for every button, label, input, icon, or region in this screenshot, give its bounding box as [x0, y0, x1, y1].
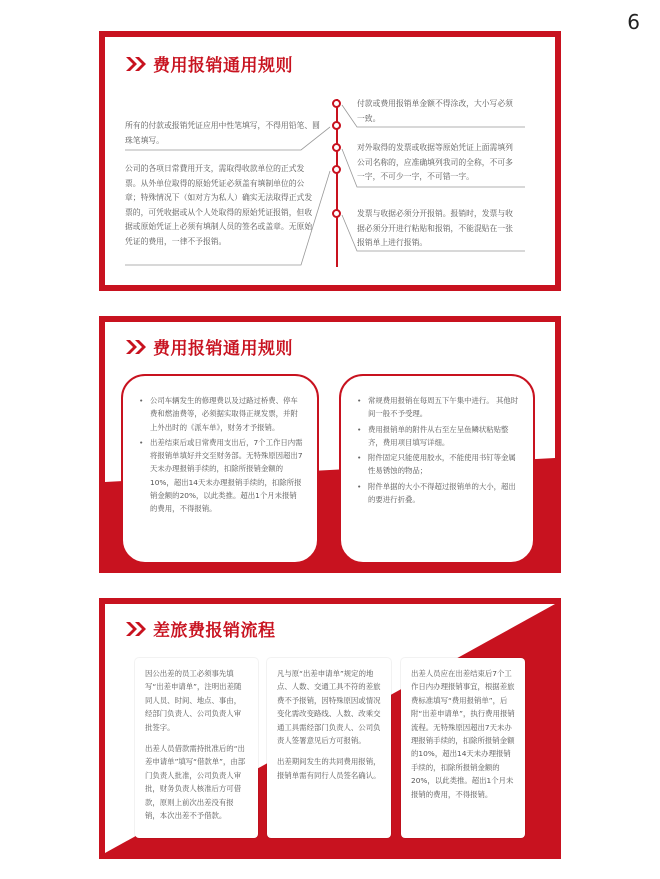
list-item: • 费用报销单的附件从右至左呈鱼鳞状粘贴整齐，费用项目填写详细。 [357, 423, 519, 450]
slide-heading [125, 616, 276, 641]
process-card-1 [135, 658, 258, 838]
slide-body [105, 37, 555, 285]
card-paragraph: 因公出差的员工必须事先填写“出差申请单”，注明出差随同人员、时间、地点、事由，经部门负责人、公司负责人审批签字。 [145, 669, 242, 732]
card-paragraph: 出差人员应在出差结束后7个工作日内办理报销事宜，根据差旅费标准填写“费用报销单”，后附“出差申请单”，执行费用报销流程。无特殊原因超出7天未办理报销手续的，扣除所报销金额的10%，超出14天未办理报销手续的，扣除所报销金额的20%，以此类推。超出1个月未报销的费用，不得报销。 [411, 669, 515, 799]
rule-text: 公司的各项日常費用开支，需取得收款单位的正式发票。从外单位取得的原始凭证必须盖有填制单位的公章；特殊情况下（如对方为私人）确实无法取得正式发票的，可凭收据或从个人处取得的原始凭证报销，但收据或原始凭证上必须有填制人员的签名或盖章。无原始凭证的费用，一律不予报销。 [125, 164, 313, 246]
list-item: • 附件单据的大小不得超过报销单的大小，超出的要进行折叠。 [357, 480, 519, 507]
process-card-2 [267, 658, 391, 838]
slide-general-rules-1 [99, 31, 561, 291]
rules-card-left [121, 374, 319, 564]
process-card-3 [401, 658, 525, 838]
double-chevron-icon [125, 621, 147, 637]
double-chevron-icon [125, 339, 147, 355]
slide-general-rules-2 [99, 316, 561, 573]
page-number: 6 [627, 10, 640, 34]
slide-title: 差旅费报销流程 [153, 621, 276, 641]
rule-text: 发票与收据必须分开报销。报销时，发票与收据必须分开进行粘贴和报销，不能混贴在一张报销单上进行报销。 [357, 209, 513, 247]
rule-text: 付款或费用报销单金额不得涂改，大小写必须一致。 [357, 99, 513, 123]
slide-title: 费用报销通用规则 [153, 339, 293, 359]
list-item: • 附件固定只能使用胶水，不能使用书钉等金属性易锈蚀的物品； [357, 451, 519, 478]
card-paragraph: 出差人员借款需持批准后的“出差申请单”填写“借款单”，由部门负责人批准，公司负责人审批，财务负责人核准后方可借款，原则上前次出差没有报销，本次出差不予借款。 [145, 744, 246, 821]
list-item: • 常规费用报销在每周五下午集中进行。 其他时间一般不予受理。 [357, 394, 519, 421]
card-paragraph: 凡与原“出差申请单”规定的地点、人数、交通工具不符的差旅费不予报销，因特殊原因或情况变化需改变路线、人数、改乘交通工具需经部门负责人、公司负责人签署意见后方可报销。 [277, 669, 381, 746]
card-paragraph: 出差期间发生的共同费用报销，报销单需有同行人员签名确认。 [277, 757, 381, 780]
rule-text: 所有的付款或报销凭证应用中性笔填写，不得用铅笔、圆珠笔填写。 [125, 121, 320, 145]
list-item: • 公司车辆发生的修理费以及过路过桥费、停车费和燃油费等，必须据实取得正规发票，并附上外出时的《派车单》，财务才予报销。 [139, 394, 303, 434]
list-item: • 出差结束后或日常费用支出后，7个工作日内需将报销单填好并交至财务部。无特殊原因超出7天未办理报销手续的，扣除所报销金额的10%，超出14天未办理报销手续的，扣除所报销金额的20%，以此类推。超出1个月未报销的费用，不得报销。 [139, 436, 303, 516]
slide-title: 费用报销通用规则 [153, 56, 293, 76]
rules-card-right [339, 374, 535, 564]
rule-text: 对外取得的发票或收据等原始凭证上面需填列公司名称的，应准确填列我司的全称，不可多一字，不可少一字，不可错一字。 [357, 143, 513, 181]
slide-heading [125, 334, 293, 359]
slide-travel-expense-process [99, 598, 561, 859]
